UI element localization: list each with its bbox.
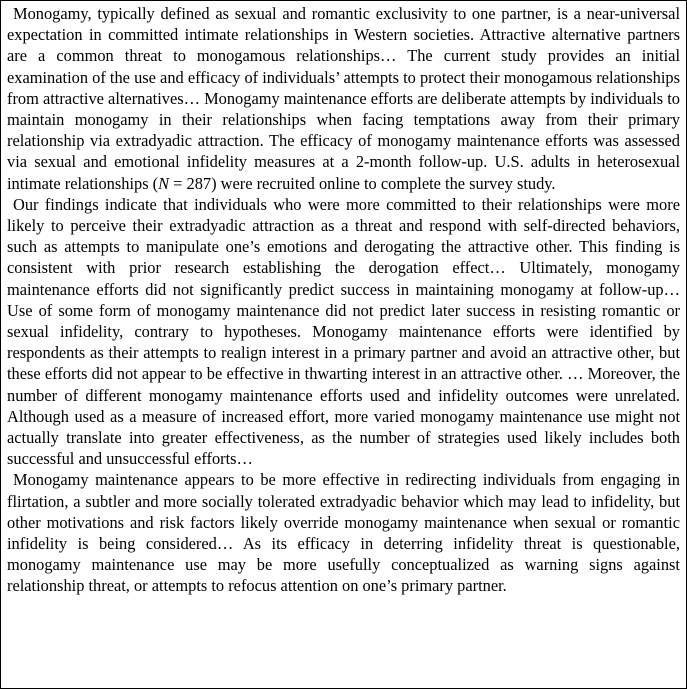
paragraph-3	[7, 469, 680, 596]
sample-size-symbol: N	[158, 173, 170, 193]
paragraph-2	[7, 194, 680, 470]
paragraph-2-text: Our findings indicate that individuals who were more committed to their relationships were more likely to perceive their extradyadic attraction as a threat and respond with self-directed behaviors, such as attempts to manipulate one’s emotions and derogating the attractive other. This finding is consistent with prior research establishing the derogation effect… Ultimately, monogamy maintenance efforts did not significantly predict success in maintaining monogamy at follow-up… Use of some form of monogamy maintenance did not predict later success in resisting romantic or sexual infidelity, contrary to hypotheses. Monogamy maintenance efforts were identified by respondents as their attempts to realign interest in a primary partner and avoid an attractive other, but these efforts did not appear to be effective in thwarting interest in an attractive other. … Moreover, the number of different monogamy maintenance efforts used and infidelity outcomes were unrelated. Although used as a measure of increased effort, more varied monogamy maintenance use might not actually translate into greater effectiveness, as the number of strategies used likely includes both successful and unsuccessful efforts…	[7, 194, 680, 469]
document-body	[1, 1, 686, 597]
paragraph-3-text: Monogamy maintenance appears to be more effective in redirecting individuals from engaging in flirtation, a subtler and more socially tolerated extradyadic behavior which may lead to infidelity, but other motivations and risk factors likely override monogamy maintenance when sexual or romantic infidelity is being considered… As its efficacy in deterring infidelity threat is questionable, monogamy maintenance use may be more usefully conceptualized as warning signs against relationship threat, or attempts to refocus attention on one’s primary partner.	[7, 470, 680, 596]
paragraph-1-text: Monogamy, typically defined as sexual and romantic exclusivity to one partner, is a near-universal expectation in committed intimate relationships in Western societies. Attractive alternative partners are a common threat to monogamous relationships… The current study provides an initial examination of the use and efficacy of individuals’ attempts to protect their monogamous relationships from attractive alternatives… Monogamy maintenance efforts are deliberate attempts by individuals to maintain monogamy in their relationships when facing temptations away from their primary relationship via extradyadic attraction. The efficacy of monogamy maintenance efforts was assessed via sexual and emotional infidelity measures at a 2-month follow-up. U.S. adults in heterosexual intimate relationships (	[7, 4, 680, 193]
paragraph-1	[7, 3, 680, 194]
paragraph-1-text-end: = 287) were recruited online to complete the survey study.	[169, 173, 556, 193]
